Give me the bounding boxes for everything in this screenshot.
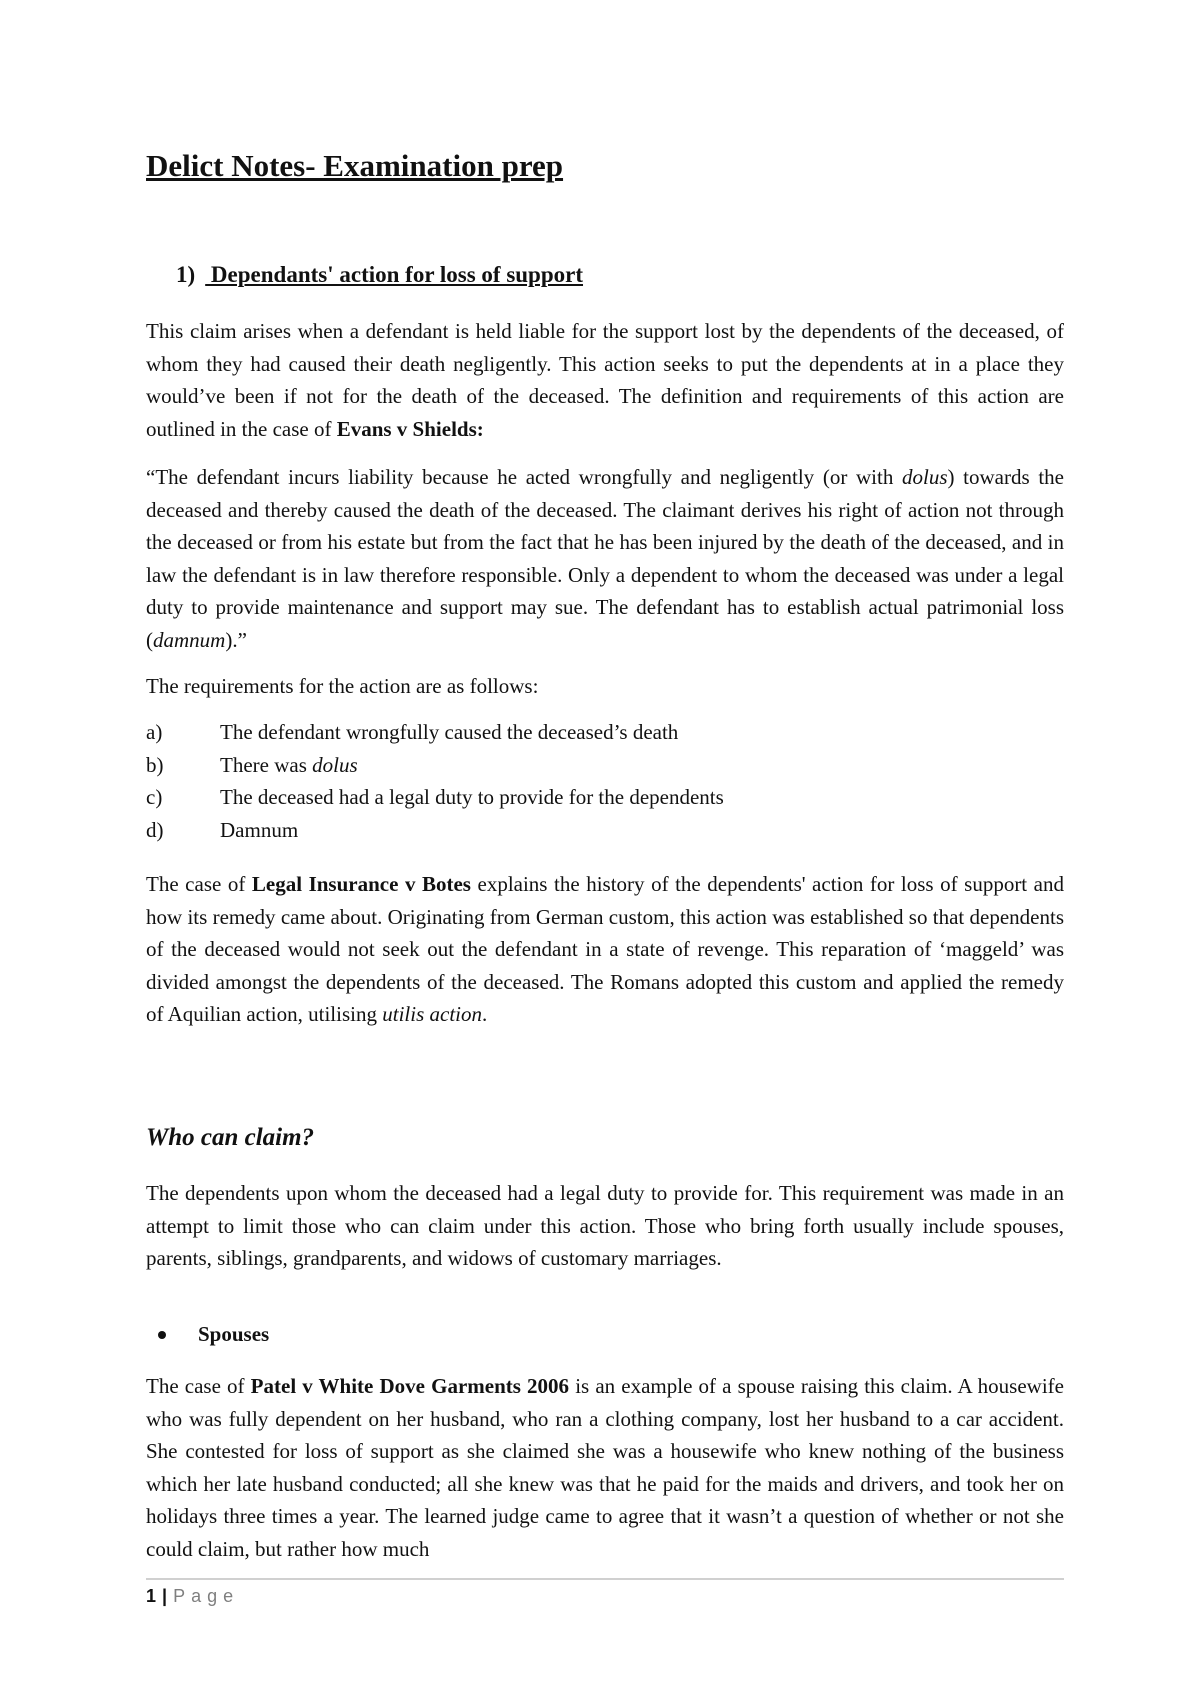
page-footer [146,1586,239,1607]
section-number: 1) [176,262,196,287]
page-label: Page [173,1586,240,1606]
patel-paragraph [146,1370,1064,1565]
quote-text-3: ).” [225,627,247,652]
spouses-bullet [146,1322,269,1347]
page-number: 1 [146,1586,157,1606]
list-item-italic: dolus [312,752,358,777]
requirements-intro: The requirements for the action are as follows: [146,674,539,698]
bullet-icon [158,1331,166,1339]
legal-prefix: The case of [146,872,252,896]
list-item-text: Damnum [220,817,299,842]
list-marker: a) [146,720,163,744]
list-marker: b) [146,752,164,777]
patel-prefix: The case of [146,1374,251,1398]
quote-paragraph [146,461,1064,656]
legal-text: explains the history of the dependents' action for loss of support and how its remedy came about. Originating from German custom, this action was established so that dependents of the deceased would not seek out the defendant in a state of revenge. This reparation of ‘maggeld’ was divided amongst the dependents of the deceased. The Romans adopted this custom and applied the remedy of Aquilian action, utilising [146,872,1064,1026]
quote-damnum: damnum [153,627,226,652]
case-evans-v-shields: Evans v Shields: [336,416,484,441]
list-item-text: The defendant wrongfully caused the deceased’s death [220,720,679,744]
intro-text: This claim arises when a defendant is held liable for the support lost by the dependents of the deceased, of whom they had caused their death negligently. This action seeks to put the dependents at in a place they would’ve been if not for the death of the deceased. The definition and requirements of this action are outlined in the case of [146,319,1064,441]
list-item [146,781,724,814]
list-item-text [220,749,358,782]
legal-end: . [481,1002,488,1026]
quote-text-1: “The defendant incurs liability because he acted wrongfully and negligently (or with [146,465,902,489]
footer-separator: | [162,1586,168,1606]
who-can-claim-heading: Who can claim? [146,1124,315,1151]
section-heading [176,262,583,288]
patel-text: is an example of a spouse raising this claim. A housewife who was fully dependent on her husband, who ran a clothing company, lost her husband to a car accident. She contested for loss of support as she claimed she was a housewife who knew nothing of the business which her late husband conducted; all she knew was that he paid for the maids and drivers, and took her on holidays three times a year. The learned judge came to agree that it wasn’t a question of whether or not she could claim, but rather how much [146,1374,1064,1561]
list-marker: c) [146,785,163,809]
case-legal-insurance-v-botes: Legal Insurance v Botes [251,872,471,896]
list-item-text: The deceased had a legal duty to provide for the dependents [220,785,724,809]
legal-insurance-paragraph [146,868,1064,1031]
quote-text-2: ) towards the deceased and thereby caused the death of the deceased. The claimant derives his right of action not through the deceased or from his estate but from the fact that he has been injured by the death of the deceased, and in law the defendant is in law therefore responsible. Only a dependent to whom the deceased was under a legal duty to provide maintenance and support may sue. The defendant has to establish actual patrimonial loss ( [146,465,1064,652]
list-item [146,749,724,782]
legal-italic: utilis action [382,1002,482,1026]
footer-divider [146,1578,1064,1580]
list-item [146,716,724,749]
spouses-label: Spouses [198,1322,270,1346]
document-title: Delict Notes- Examination prep [146,148,564,183]
intro-paragraph [146,315,1064,445]
case-patel-v-white-dove: Patel v White Dove Garments 2006 [250,1374,570,1398]
quote-dolus: dolus [902,465,948,489]
who-can-claim-paragraph: The dependents upon whom the deceased had a legal duty to provide for. This requirement was made in an attempt to limit those who can claim under this action. Those who bring forth usually include spouses, parents, siblings, grandparents, and widows of customary marriages. [146,1181,1064,1270]
section-title: Dependants' action for loss of support [205,262,584,287]
list-marker: d) [146,817,164,842]
list-item-plain: There was [220,752,313,777]
requirements-list [146,716,724,846]
list-item [146,814,724,847]
